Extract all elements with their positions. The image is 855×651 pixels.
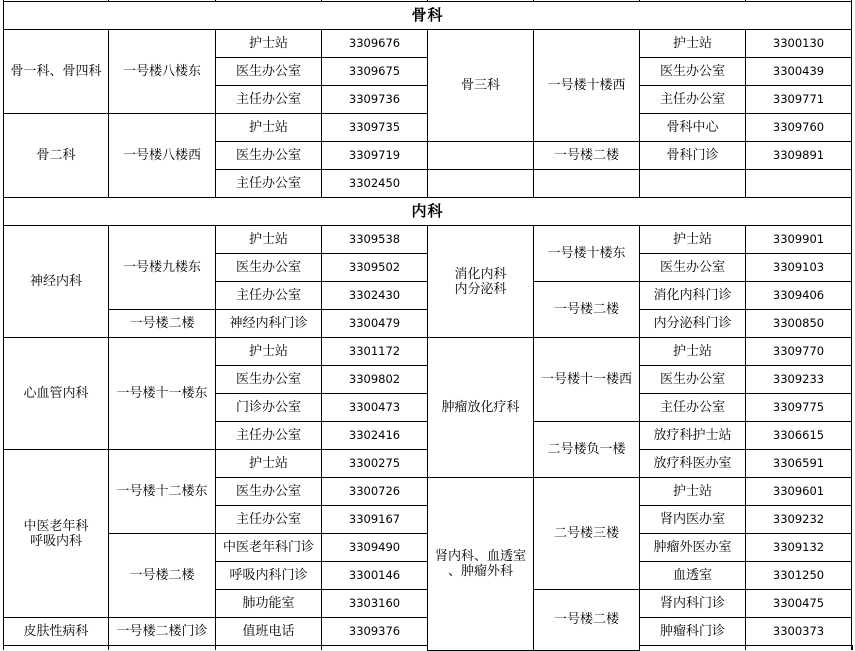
location-cell: 一号楼十二楼东	[109, 450, 216, 534]
phone-cell: 3309736	[322, 86, 428, 114]
room-cell: 医生办公室	[640, 58, 746, 86]
phone-cell: 3309103	[746, 254, 852, 282]
room-cell: 护士站	[640, 226, 746, 254]
dept-cell: 中医老年科 呼吸内科	[4, 450, 109, 618]
phone-cell: 3302450	[322, 170, 428, 198]
empty-cell	[428, 142, 534, 170]
room-cell: 内分泌科门诊	[640, 310, 746, 338]
phone-cell: 3309376	[322, 618, 428, 646]
phone-cell: 3309676	[322, 30, 428, 58]
room-cell: 放疗科医办室	[640, 450, 746, 478]
room-cell: 护士站	[216, 226, 322, 254]
room-cell: 主任办公室	[216, 282, 322, 310]
phone-cell: 3309771	[746, 86, 852, 114]
room-cell: 呼吸内科门诊	[216, 562, 322, 590]
phone-cell: 3309760	[746, 114, 852, 142]
location-cell: 一号楼二楼	[109, 534, 216, 618]
phone-cell: 3303160	[322, 590, 428, 618]
room-cell: 护士站	[640, 30, 746, 58]
location-cell: 一号楼十楼西	[534, 30, 640, 142]
location-cell: 一号楼八楼东	[109, 30, 216, 114]
empty-cell	[746, 170, 852, 198]
phone-cell: 3309891	[746, 142, 852, 170]
phone-cell: 3300373	[746, 618, 852, 646]
phone-cell: 3309406	[746, 282, 852, 310]
location-cell: 一号楼二楼	[109, 310, 216, 338]
phone-cell: 3309601	[746, 478, 852, 506]
location-cell: 二号楼负一楼	[534, 422, 640, 478]
phone-cell: 3309502	[322, 254, 428, 282]
empty-cell	[428, 170, 534, 198]
phone-cell: 3301250	[746, 562, 852, 590]
phone-cell: 3302430	[322, 282, 428, 310]
phone-cell: 3300439	[746, 58, 852, 86]
room-cell: 主任办公室	[640, 86, 746, 114]
phone-cell: 3300146	[322, 562, 428, 590]
room-cell: 医生办公室	[216, 366, 322, 394]
phone-cell: 3309770	[746, 338, 852, 366]
room-cell: 神经内科门诊	[216, 310, 322, 338]
dept-cell: 骨二科	[4, 114, 109, 198]
dept-cell: 肿瘤放化疗科	[428, 338, 534, 478]
dept-cell: 骨一科、骨四科	[4, 30, 109, 114]
phone-cell: 3309233	[746, 366, 852, 394]
dept-cell: 心血管内科	[4, 338, 109, 450]
room-cell: 护士站	[216, 30, 322, 58]
room-cell: 肾内医办室	[640, 506, 746, 534]
room-cell: 值班电话	[216, 618, 322, 646]
phone-cell: 3306591	[746, 450, 852, 478]
phone-cell: 3309775	[746, 394, 852, 422]
room-cell: 主任办公室	[216, 422, 322, 450]
room-cell: 医生办公室	[216, 254, 322, 282]
phone-cell: 3309735	[322, 114, 428, 142]
room-cell: 主任办公室	[216, 86, 322, 114]
table-row	[4, 338, 853, 366]
location-cell: 一号楼十一楼东	[109, 338, 216, 450]
dept-cell: 皮肤性病科	[4, 618, 109, 646]
phone-cell: 3301172	[322, 338, 428, 366]
room-cell: 护士站	[216, 338, 322, 366]
table-row	[4, 226, 853, 254]
room-cell: 门诊办公室	[216, 394, 322, 422]
room-cell: 骨科门诊	[640, 142, 746, 170]
location-cell: 一号楼十一楼西	[534, 338, 640, 422]
phone-cell: 3300475	[746, 590, 852, 618]
phone-directory-table	[3, 0, 853, 651]
room-cell: 医生办公室	[640, 254, 746, 282]
location-cell: 二号楼三楼	[534, 478, 640, 590]
phone-cell: 3300726	[322, 478, 428, 506]
phone-cell: 3309802	[322, 366, 428, 394]
room-cell: 医生办公室	[216, 478, 322, 506]
phone-cell: 3309538	[322, 226, 428, 254]
dept-cell: 消化内科 内分泌科	[428, 226, 534, 338]
phone-cell: 3300850	[746, 310, 852, 338]
location-cell: 一号楼二楼	[534, 590, 640, 651]
table-row	[4, 30, 853, 58]
room-cell: 主任办公室	[216, 170, 322, 198]
room-cell: 护士站	[216, 114, 322, 142]
location-cell: 一号楼八楼西	[109, 114, 216, 198]
room-cell: 主任办公室	[640, 394, 746, 422]
phone-cell: 3300473	[322, 394, 428, 422]
dept-cell: 肾内科、血透室 、肿瘤外科	[428, 478, 534, 651]
phone-cell: 3309132	[746, 534, 852, 562]
location-cell: 一号楼二楼	[534, 142, 640, 170]
room-cell: 医生办公室	[640, 366, 746, 394]
phone-cell: 3309719	[322, 142, 428, 170]
room-cell: 骨科中心	[640, 114, 746, 142]
dept-cell: 神经内科	[4, 226, 109, 338]
room-cell: 肿瘤科门诊	[640, 618, 746, 646]
phone-cell: 3306615	[746, 422, 852, 450]
room-cell: 肾内科门诊	[640, 590, 746, 618]
empty-cell	[534, 170, 640, 198]
room-cell: 肺功能室	[216, 590, 322, 618]
room-cell: 血透室	[640, 562, 746, 590]
phone-cell: 3309167	[322, 506, 428, 534]
room-cell: 医生办公室	[216, 58, 322, 86]
empty-cell	[640, 170, 746, 198]
section-title: 骨科	[4, 2, 852, 30]
room-cell: 主任办公室	[216, 506, 322, 534]
phone-cell: 3309490	[322, 534, 428, 562]
phone-cell: 3309901	[746, 226, 852, 254]
section-header-internal	[4, 198, 853, 226]
room-cell: 护士站	[216, 450, 322, 478]
location-cell: 一号楼十楼东	[534, 226, 640, 282]
room-cell: 消化内科门诊	[640, 282, 746, 310]
location-cell: 一号楼二楼	[534, 282, 640, 338]
location-cell: 一号楼二楼门诊	[109, 618, 216, 646]
section-header-orthopedics	[4, 2, 853, 30]
room-cell: 护士站	[640, 478, 746, 506]
phone-cell: 3302416	[322, 422, 428, 450]
room-cell: 中医老年科门诊	[216, 534, 322, 562]
section-title: 内科	[4, 198, 852, 226]
phone-cell: 3309232	[746, 506, 852, 534]
location-cell: 一号楼九楼东	[109, 226, 216, 310]
room-cell: 肿瘤外医办室	[640, 534, 746, 562]
phone-cell: 3300479	[322, 310, 428, 338]
phone-cell: 3300275	[322, 450, 428, 478]
dept-cell: 骨三科	[428, 30, 534, 142]
phone-cell: 3300130	[746, 30, 852, 58]
room-cell: 医生办公室	[216, 142, 322, 170]
room-cell: 护士站	[640, 338, 746, 366]
room-cell: 放疗科护士站	[640, 422, 746, 450]
phone-cell: 3309675	[322, 58, 428, 86]
